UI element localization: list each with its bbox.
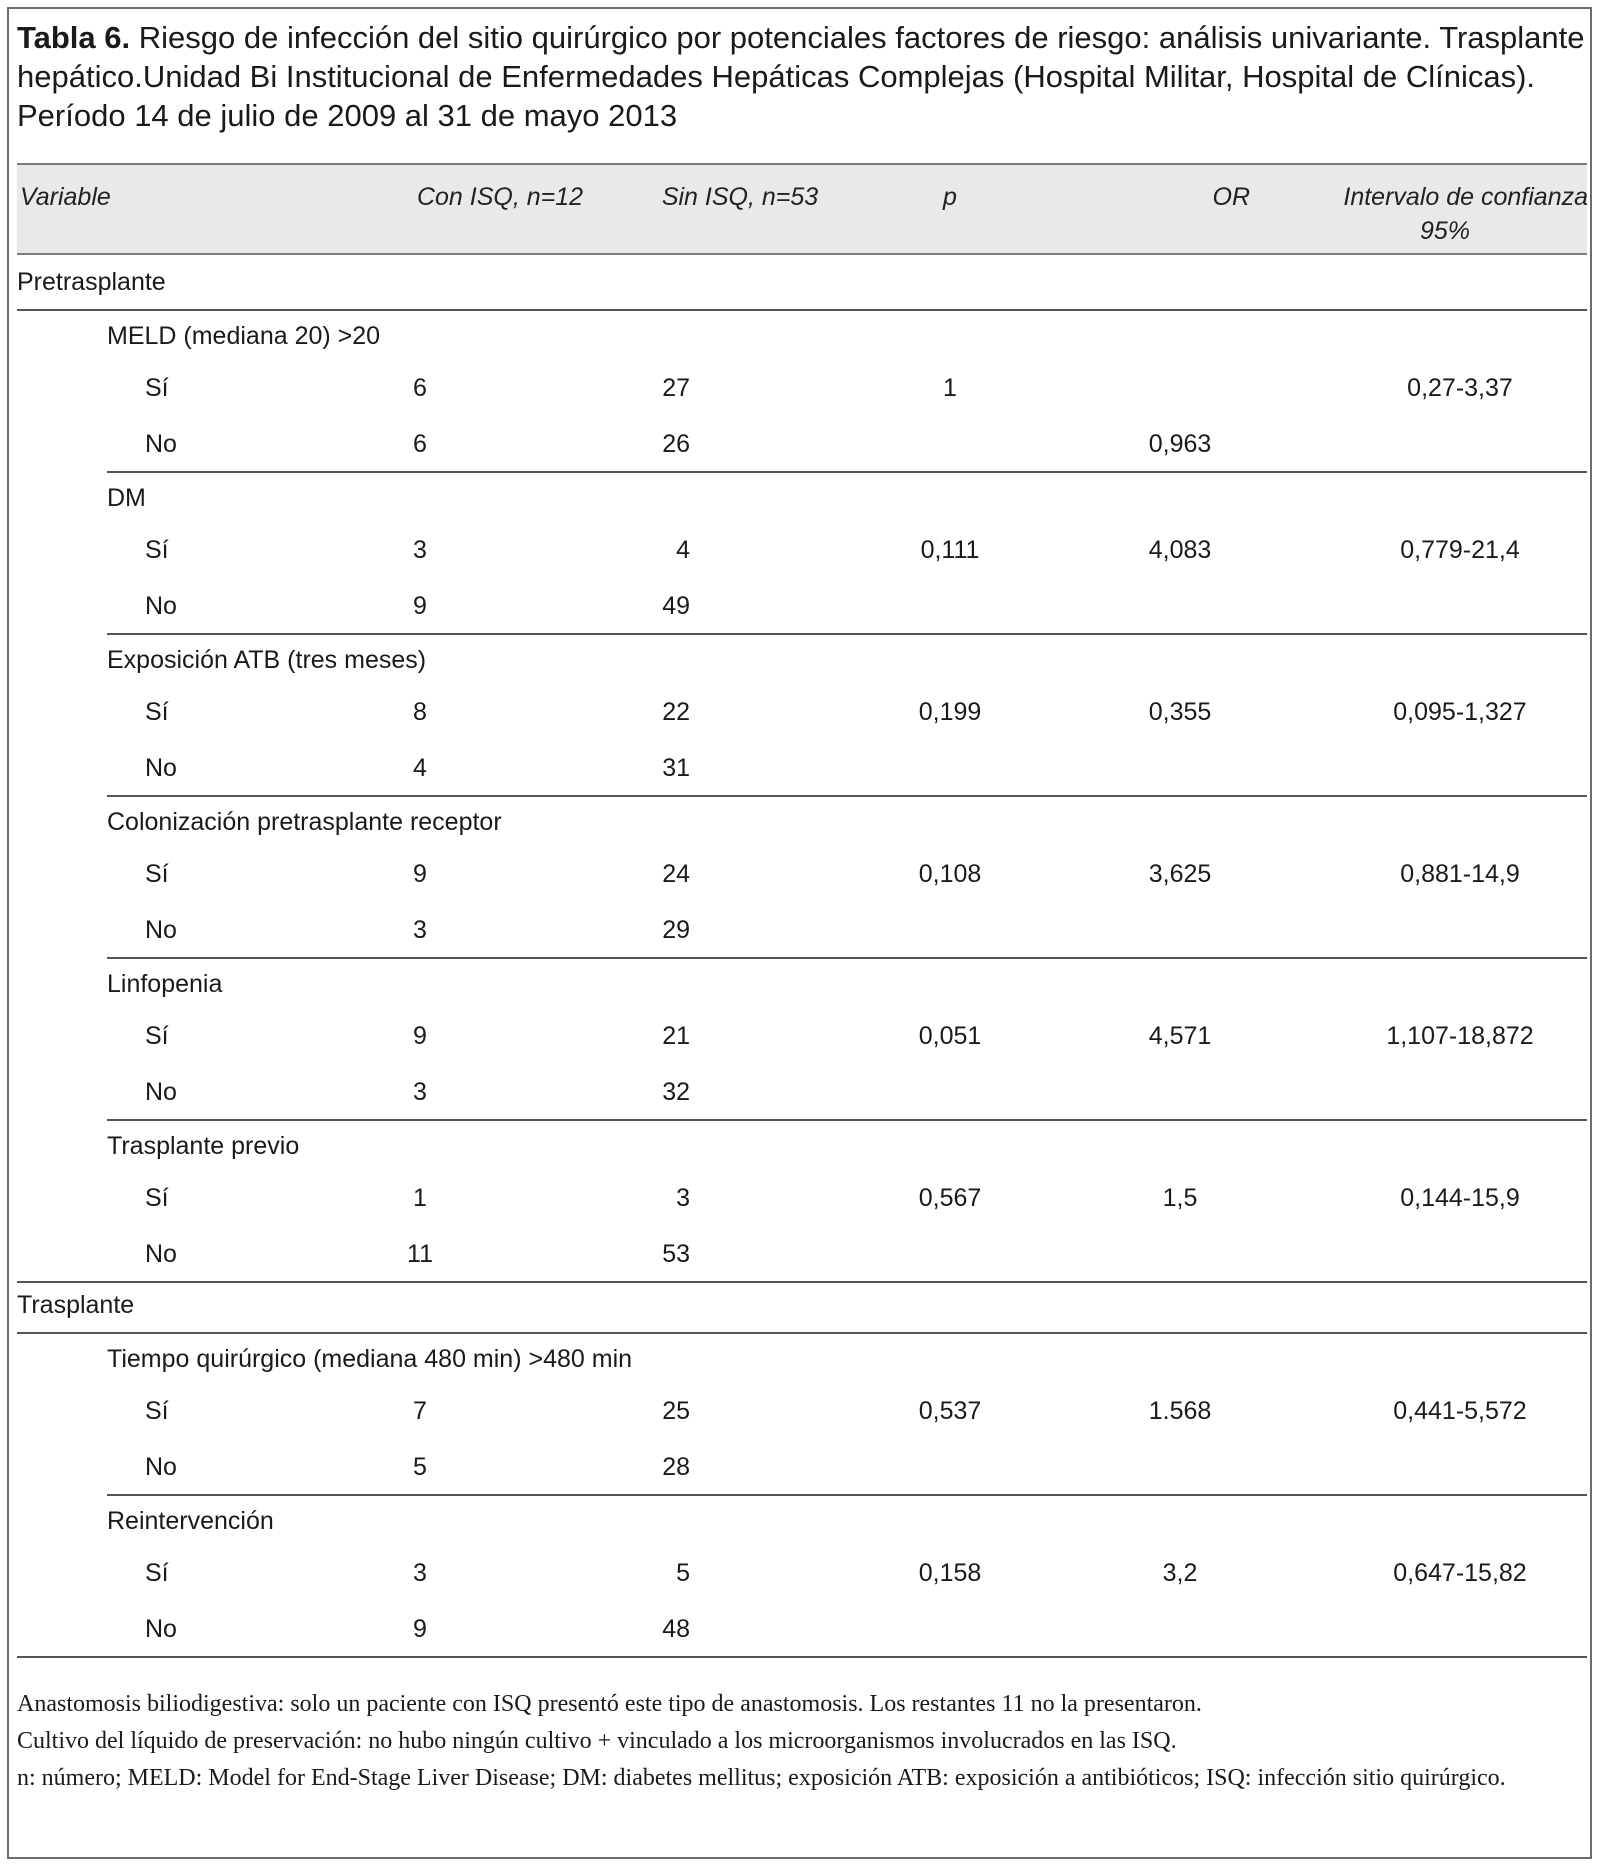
cell-ic: 0,441-5,572 (1393, 1397, 1527, 1425)
group-rule (17, 1281, 1587, 1283)
cell-con-isq: 9 (413, 592, 427, 620)
cell-or: 0,355 (1148, 698, 1212, 726)
section-label: Pretrasplante (17, 268, 166, 296)
row-label: Sí (145, 1559, 169, 1587)
cell-sin-isq: 25 (662, 1397, 690, 1425)
cell-or: 0,963 (1148, 430, 1212, 458)
group-name: Reintervención (107, 1507, 274, 1535)
cell-sin-isq: 31 (662, 754, 690, 782)
table-row-no (0, 1227, 1600, 1281)
row-label: No (145, 1453, 177, 1481)
row-label: No (145, 1240, 177, 1268)
row-label: No (145, 1078, 177, 1106)
header-ic-line2: 95% (1419, 217, 1471, 245)
table-row-si (0, 1171, 1600, 1225)
table-row-no (0, 903, 1600, 957)
group-name: Exposición ATB (tres meses) (107, 646, 427, 674)
cell-con-isq: 4 (413, 754, 427, 782)
table-caption: Riesgo de infección del sitio quirúrgico por potenciales factores de riesgo: análisis univariante. Trasplante hepático.Unidad Bi Institucional de Enfermedades Hepáticas Complejas (Hospital Militar, Hospital de Clínicas). Período 14 de julio de 2009 al 31 de mayo 2013 (17, 20, 1585, 133)
row-label: Sí (145, 374, 169, 402)
cell-ic: 0,881-14,9 (1400, 860, 1520, 888)
table-row-si (0, 361, 1600, 415)
row-label: Sí (145, 1022, 169, 1050)
cell-sin-isq: 53 (662, 1240, 690, 1268)
header-p: p (943, 183, 957, 211)
cell-sin-isq: 5 (676, 1559, 690, 1587)
cell-sin-isq: 26 (662, 430, 690, 458)
row-label: No (145, 430, 177, 458)
group-name: Trasplante previo (107, 1132, 300, 1160)
table-row-si (0, 1546, 1600, 1600)
group-rule (17, 1656, 1587, 1658)
cell-con-isq: 6 (413, 374, 427, 402)
group-name: Tiempo quirúrgico (mediana 480 min) >480 min (107, 1345, 633, 1373)
row-label: No (145, 754, 177, 782)
cell-sin-isq: 24 (662, 860, 690, 888)
cell-sin-isq: 29 (662, 916, 690, 944)
table-row-si (0, 685, 1600, 739)
cell-ic: 1,107-18,872 (1386, 1022, 1534, 1050)
cell-p: 0,567 (918, 1184, 982, 1212)
cell-con-isq: 9 (413, 1615, 427, 1643)
cell-con-isq: 8 (413, 698, 427, 726)
cell-or: 1,5 (1162, 1184, 1198, 1212)
group-name: MELD (mediana 20) >20 (107, 322, 381, 350)
group-name: DM (107, 484, 146, 512)
cell-p: 0,108 (918, 860, 982, 888)
header-ic-line1: Intervalo de confianza (1343, 183, 1588, 211)
group-rule (107, 471, 1587, 473)
header-bottom-rule (17, 253, 1587, 255)
cell-or: 1.568 (1148, 1397, 1212, 1425)
row-label: Sí (145, 1397, 169, 1425)
cell-or: 3,2 (1162, 1559, 1198, 1587)
row-label: Sí (145, 698, 169, 726)
cell-or: 4,571 (1148, 1022, 1212, 1050)
note-abbreviations: n: número; MELD: Model for End-Stage Liver Disease; DM: diabetes mellitus; exposición ATB: exposición a antibióticos; ISQ: infección sitio quirúrgico. (17, 1765, 1506, 1791)
group-name: Linfopenia (107, 970, 223, 998)
cell-p: 1 (943, 374, 957, 402)
cell-p: 0,111 (920, 536, 980, 564)
cell-ic: 0,095-1,327 (1393, 698, 1527, 726)
table-header (17, 165, 1587, 253)
cell-sin-isq: 22 (662, 698, 690, 726)
table-row-no (0, 1602, 1600, 1656)
cell-sin-isq: 3 (676, 1184, 690, 1212)
group-rule (107, 1119, 1587, 1121)
table-row-si (0, 1384, 1600, 1438)
cell-con-isq: 6 (413, 430, 427, 458)
cell-ic: 0,27-3,37 (1407, 374, 1513, 402)
cell-ic: 0,647-15,82 (1393, 1559, 1527, 1587)
table-row-si (0, 523, 1600, 577)
note-anastomosis: Anastomosis biliodigestiva: solo un paciente con ISQ presentó este tipo de anastomosis. Los restantes 11 no la presentaron. (17, 1691, 1202, 1717)
cell-con-isq: 3 (413, 916, 427, 944)
row-label: No (145, 916, 177, 944)
row-label: No (145, 592, 177, 620)
cell-con-isq: 1 (413, 1184, 427, 1212)
cell-con-isq: 5 (413, 1453, 427, 1481)
cell-p: 0,537 (918, 1397, 982, 1425)
row-label: Sí (145, 1184, 169, 1212)
cell-sin-isq: 28 (662, 1453, 690, 1481)
group-rule (107, 957, 1587, 959)
cell-con-isq: 9 (413, 860, 427, 888)
table-row-si (0, 847, 1600, 901)
group-name: Colonización pretrasplante receptor (107, 808, 502, 836)
section-label: Trasplante (17, 1291, 135, 1319)
cell-ic: 0,779-21,4 (1400, 536, 1520, 564)
cell-or: 4,083 (1148, 536, 1212, 564)
note-cultivo: Cultivo del líquido de preservación: no hubo ningún cultivo + vinculado a los microorganismos involucrados en las ISQ. (17, 1728, 1177, 1754)
row-label: Sí (145, 536, 169, 564)
cell-con-isq: 3 (413, 1078, 427, 1106)
table-row-no (0, 417, 1600, 471)
cell-con-isq: 3 (413, 1559, 427, 1587)
header-con-isq: Con ISQ, n=12 (416, 183, 584, 211)
cell-sin-isq: 49 (662, 592, 690, 620)
table-row-no (0, 1440, 1600, 1494)
cell-ic: 0,144-15,9 (1400, 1184, 1520, 1212)
row-label: No (145, 1615, 177, 1643)
row-label: Sí (145, 860, 169, 888)
table-notes (17, 1686, 1587, 1797)
cell-p: 0,051 (918, 1022, 982, 1050)
header-variable: Variable (20, 183, 111, 211)
table-row-no (0, 741, 1600, 795)
cell-con-isq: 3 (413, 536, 427, 564)
cell-con-isq: 9 (413, 1022, 427, 1050)
cell-con-isq: 11 (407, 1240, 433, 1268)
cell-con-isq: 7 (413, 1397, 427, 1425)
cell-sin-isq: 48 (662, 1615, 690, 1643)
group-rule (107, 1494, 1587, 1496)
table-title (17, 18, 1587, 135)
cell-p: 0,199 (918, 698, 982, 726)
cell-sin-isq: 32 (662, 1078, 690, 1106)
table-label: Tabla 6. (17, 20, 131, 55)
table-row-no (0, 1065, 1600, 1119)
header-or: OR (1212, 183, 1250, 211)
cell-sin-isq: 21 (662, 1022, 690, 1050)
table-row-si (0, 1009, 1600, 1063)
cell-p: 0,158 (918, 1559, 982, 1587)
cell-sin-isq: 27 (662, 374, 690, 402)
cell-or: 3,625 (1148, 860, 1212, 888)
header-sin-isq: Sin ISQ, n=53 (661, 183, 819, 211)
cell-sin-isq: 4 (676, 536, 690, 564)
table-row-no (0, 579, 1600, 633)
